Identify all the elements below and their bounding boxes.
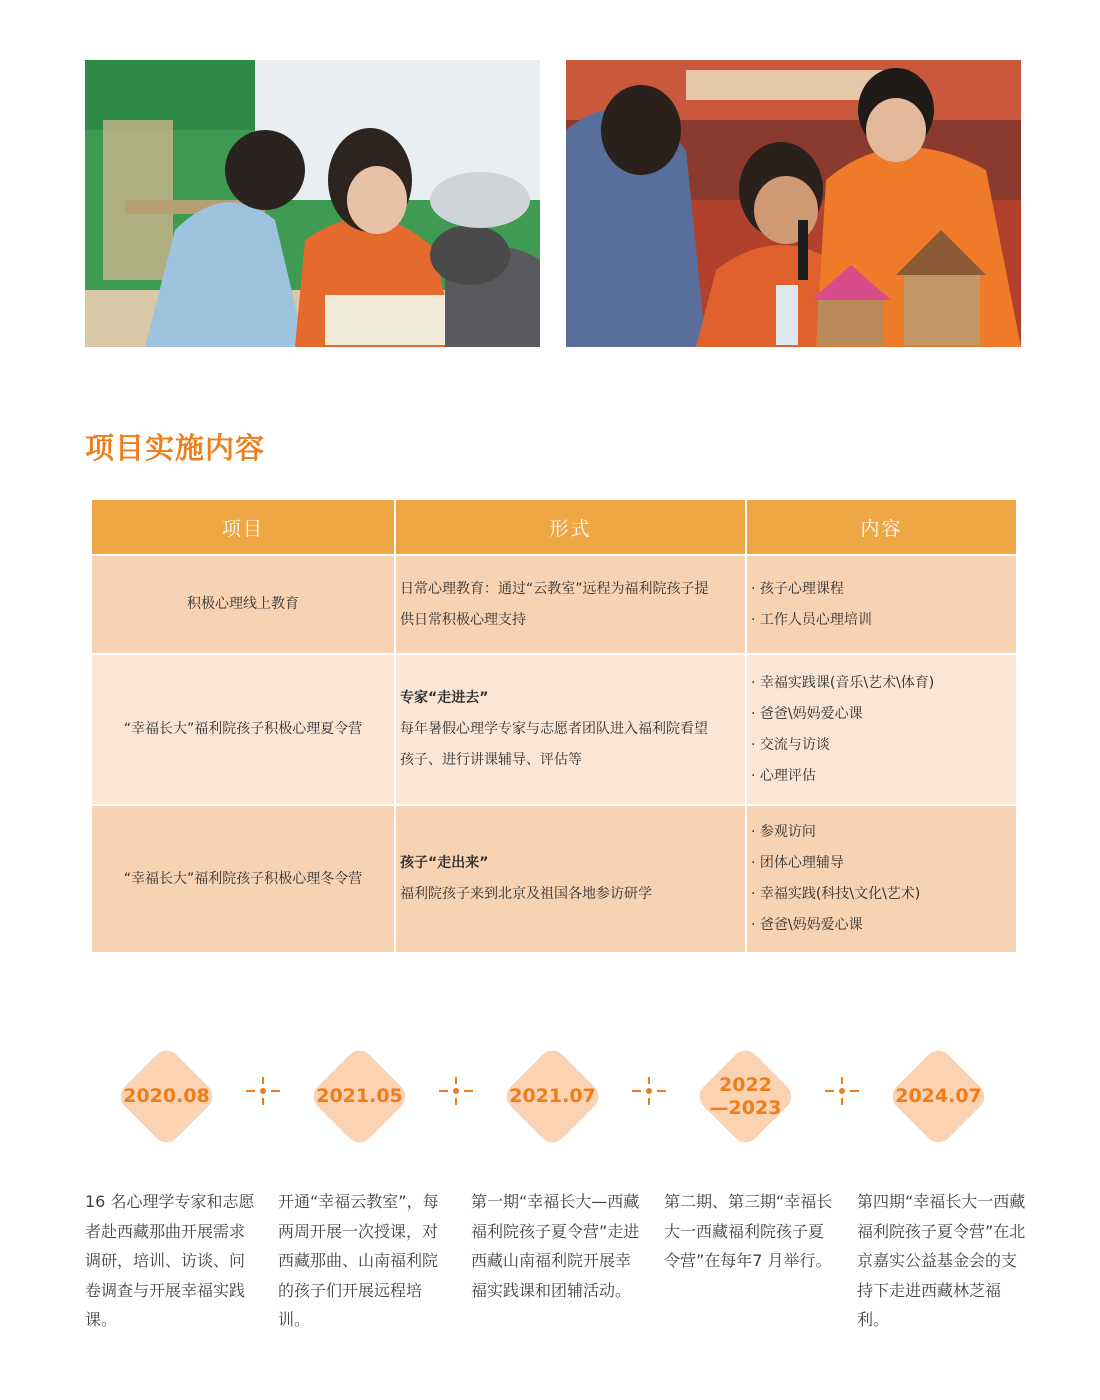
timeline-date: 2021.05 [316,1085,403,1107]
timeline-diamond [887,1045,990,1148]
timeline-description: 第四期“幸福长大一西藏福利院孩子夏令营”在北京嘉实公益基金会的支持下走进西藏林芝福利。 [857,1192,1026,1329]
timeline-connector-icon [243,1076,283,1106]
form-line: 孩子、进行讲课辅导、评估等 [400,752,582,768]
table-header-row [91,499,1017,555]
timeline-description: 第二期、第三期“幸福长大一西藏福利院孩子夏令营”在每年7 月举行。 [664,1192,833,1270]
table-row [91,555,1017,654]
project-cell: “幸福长大”福利院孩子积极心理夏令营 [91,654,395,805]
content-item: · 爸爸\妈妈爱心课 [751,705,863,722]
project-table [90,498,1018,954]
header-project: 项目 [91,499,395,555]
section-title: 项目实施内容 [85,431,266,465]
volunteers-with-children-photo [85,60,540,347]
content-item: · 心理评估 [751,767,816,784]
project-cell: 积极心理线上教育 [91,555,395,654]
form-line: 供日常积极心理支持 [400,611,526,628]
timeline-connector-icon [629,1076,669,1106]
content-item: · 参观访问 [751,824,816,840]
table-row [91,805,1017,953]
form-title: 孩子“走出来” [400,855,489,871]
form-line: 每年暑假心理学专家与志愿者团队进入福利院看望 [400,721,708,737]
timeline-connector-icon [822,1076,862,1106]
form-line: 日常心理教育：通过“云教室”远程为福利院孩子提 [400,580,709,597]
form-line: 福利院孩子来到北京及祖国各地参访研学 [400,886,652,902]
form-cell [395,805,746,953]
girl-with-microphone-photo [566,60,1021,347]
form-cell [395,555,746,654]
content-item: · 爸爸\妈妈爱心课 [751,917,863,933]
timeline-diamond [501,1045,604,1148]
timeline-diamond [115,1045,218,1148]
timeline-diamond [694,1045,797,1148]
timeline-connector-icon [436,1076,476,1106]
content-item: · 幸福实践课(音乐\艺术\体育) [751,674,935,691]
form-cell [395,654,746,805]
timeline-description: 开通“幸福云教室”，每两周开展一次授课，对西藏那曲、山南福利院的孩子们开展远程培训。 [278,1192,439,1329]
content-item: · 孩子心理课程 [751,580,844,597]
header-content: 内容 [746,499,1017,555]
form-title: 专家“走进去” [400,690,489,706]
timeline-date: 2021.07 [509,1085,596,1107]
header-form: 形式 [395,499,746,555]
content-cell [746,805,1017,953]
project-cell: “幸福长大”福利院孩子积极心理冬令营 [91,805,395,953]
content-item: · 团体心理辅导 [751,855,844,871]
content-cell [746,555,1017,654]
content-item: · 工作人员心理培训 [751,611,872,628]
timeline-description: 第一期“幸福长大—西藏福利院孩子夏令营”走进西藏山南福利院开展幸福实践课和团辅活动。 [471,1192,640,1300]
timeline-date: 2024.07 [895,1085,982,1107]
content-item: · 幸福实践(科技\文化\艺术) [751,886,921,902]
timeline-date: 2020.08 [123,1085,210,1107]
table-row [91,654,1017,805]
content-item: · 交流与访谈 [751,736,830,753]
timeline-diamond [308,1045,411,1148]
timeline-description: 16 名心理学专家和志愿者赴西藏那曲开展需求调研，培训、访谈、问卷调查与开展幸福实践课。 [85,1192,255,1329]
timeline-date: 2022 —2023 [709,1073,782,1119]
content-cell [746,654,1017,805]
